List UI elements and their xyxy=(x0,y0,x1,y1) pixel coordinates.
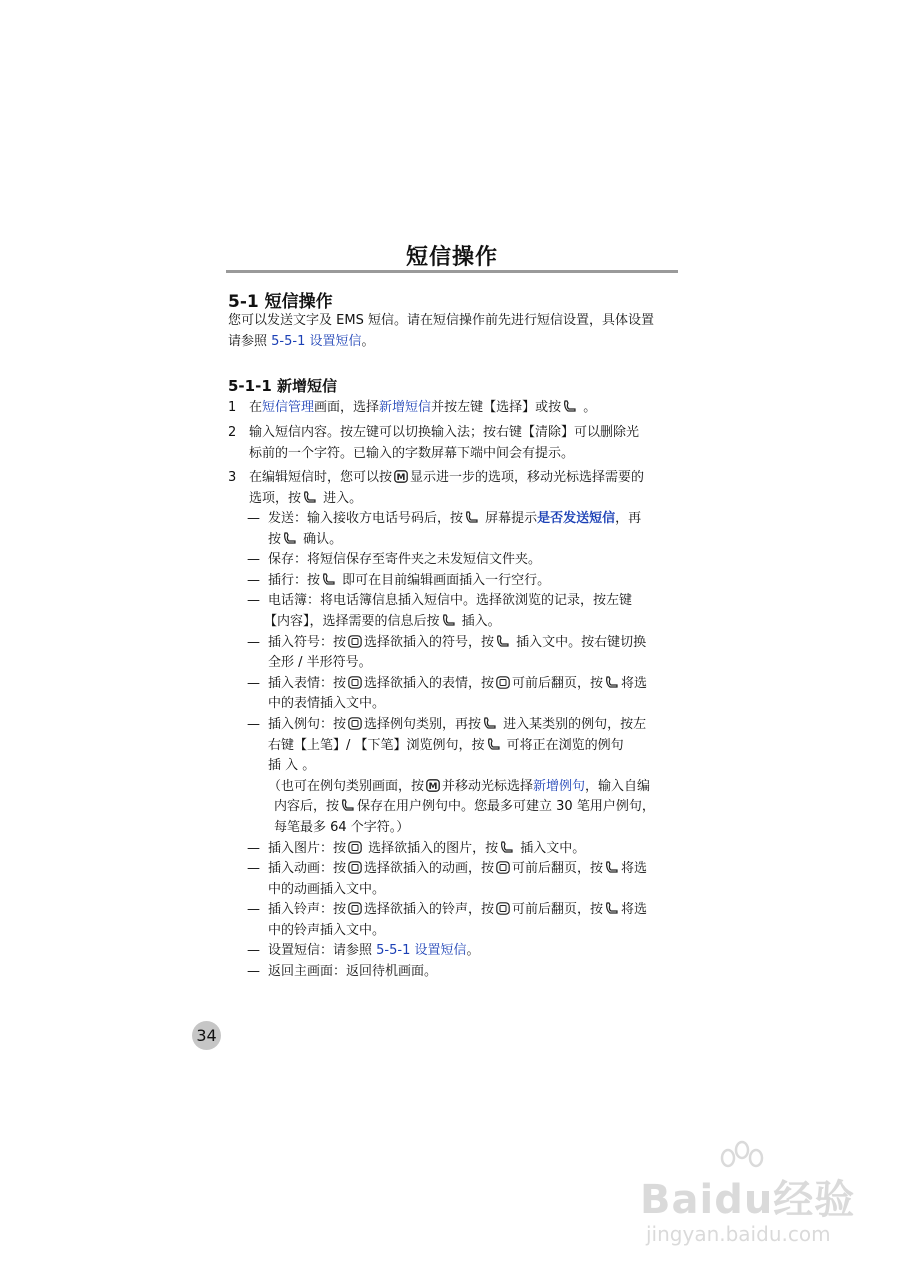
intro-line-2 xyxy=(228,332,680,353)
intro-text: 请参照 xyxy=(228,333,272,349)
step-body: 输入短信内容。按左键可以切换输入法；按右键【清除】可以删除光 标前的一个字符。已输入的字数屏幕下端中间会有提示。 xyxy=(249,425,640,461)
dash-marker: — xyxy=(247,511,260,526)
navigation-key-icon xyxy=(348,635,362,648)
phone-call-key-icon xyxy=(483,717,497,730)
dash-marker: — xyxy=(247,572,260,588)
phone-call-key-icon xyxy=(605,676,619,689)
title-divider xyxy=(226,270,678,273)
phone-call-key-icon xyxy=(563,400,577,413)
sms-manage-link[interactable]: 短信管理 xyxy=(262,400,315,415)
step-number: 1 xyxy=(228,400,237,415)
dash-marker: — xyxy=(247,593,260,609)
list-item: — 插入符号：按 选择欲插入的符号，按 插入文中。按右键切换 全形 / 半形符号。 xyxy=(247,634,647,671)
new-phrase-link[interactable]: 新增例句 xyxy=(533,778,586,794)
navigation-key-icon xyxy=(496,902,510,915)
navigation-key-icon xyxy=(348,902,362,915)
option-list xyxy=(247,509,679,983)
navigation-key-icon xyxy=(348,861,362,874)
phrase-note: （也可在例句类别画面，按 并移动光标选择新增例句，输入自编 内容后，按 保存在用户例句中。您最多可建立 30 笔用户例句， 每笔最多 64 个字符。） xyxy=(268,778,655,835)
menu-m-key-icon xyxy=(426,779,440,792)
sms-settings-link[interactable]: 5-5-1 设置短信 xyxy=(376,943,467,959)
intro-line-1: 您可以发送文字及 EMS 短信。请在短信操作前先进行短信设置，具体设置 xyxy=(228,313,654,328)
phone-call-key-icon xyxy=(605,902,619,915)
step-number: 2 xyxy=(228,425,237,440)
list-item: — 电话簿：将电话簿信息插入短信中。选择欲浏览的记录，按左键 【内容】，选择需要的信息后按 插入。 xyxy=(247,593,633,629)
dash-marker: — xyxy=(247,861,260,877)
dash-marker: — xyxy=(247,943,260,959)
section-intro xyxy=(228,311,680,352)
dash-marker: — xyxy=(247,964,260,980)
page-number: 34 xyxy=(192,1021,221,1050)
intro-text-end: 。 xyxy=(361,333,375,349)
watermark-url: jingyan.baidu.com xyxy=(646,1222,831,1246)
step-number: 3 xyxy=(228,470,237,485)
dash-marker: — xyxy=(247,675,260,691)
dash-marker: — xyxy=(247,902,260,918)
list-item: — 插入动画：按 选择欲插入的动画，按 可前后翻页，按 将选 中的动画插入文中。 xyxy=(247,861,648,897)
step-body: 在编辑短信时，您可以按 显示进一步的选项，移动光标选择需要的 选项，按 进入。 xyxy=(249,470,645,506)
list-item: — 插行：按 即可在目前编辑画面插入一行空行。 xyxy=(247,571,679,592)
phone-call-key-icon xyxy=(465,511,479,524)
confirm-send-link[interactable]: 是否发送短信 xyxy=(537,511,616,526)
list-item: — 插入铃声：按 选择欲插入的铃声，按 可前后翻页，按 将选 中的铃声插入文中。 xyxy=(247,902,648,938)
list-item: — 返回主画面：返回待机画面。 xyxy=(247,962,679,983)
step-2 xyxy=(228,422,680,464)
step-1 xyxy=(228,397,680,418)
dash-marker: — xyxy=(247,716,260,732)
list-item: — 设置短信：请参照 5-5-1 设置短信。 xyxy=(247,941,679,962)
phone-call-key-icon xyxy=(500,841,514,854)
list-item: — 发送：输入接收方电话号码后，按 屏幕提示是否发送短信，再 按 确认。 xyxy=(247,511,642,547)
section-heading: 5-1 短信操作 xyxy=(228,292,333,312)
subsection-heading: 5-1-1 新增短信 xyxy=(228,377,337,395)
phone-call-key-icon xyxy=(341,799,355,812)
menu-m-key-icon xyxy=(394,470,408,483)
intro-link[interactable]: 5-5-1 设置短信 xyxy=(271,333,362,349)
phone-call-key-icon xyxy=(605,861,619,874)
step-body: 在短信管理画面，选择新增短信并按左键【选择】或按 。 xyxy=(249,400,597,415)
navigation-key-icon xyxy=(496,861,510,874)
navigation-key-icon xyxy=(348,717,362,730)
list-item: — 保存：将短信保存至寄件夹之未发短信文件夹。 xyxy=(247,550,679,571)
phone-call-key-icon xyxy=(283,532,297,545)
step-3 xyxy=(228,467,680,509)
dash-marker: — xyxy=(247,552,260,568)
phone-call-key-icon xyxy=(322,573,336,586)
navigation-key-icon xyxy=(496,676,510,689)
navigation-key-icon xyxy=(348,841,362,854)
phone-call-key-icon xyxy=(303,491,317,504)
dash-marker: — xyxy=(247,634,260,650)
phone-call-key-icon xyxy=(487,738,501,751)
list-item: — 插入表情：按 选择欲插入的表情，按 可前后翻页，按 将选 中的表情插入文中。 xyxy=(247,675,648,712)
list-item: — 插入例句：按 选择例句类别，再按 进入某类别的例句，按左 右键【上笔】/ 【下笔】浏览例句，按 可将正在浏览的例句 插 入 。 xyxy=(247,716,647,774)
phone-call-key-icon xyxy=(442,614,456,627)
phone-call-key-icon xyxy=(496,635,510,648)
list-item: — 插入图片：按 选择欲插入的图片，按 插入文中。 xyxy=(247,839,679,860)
chapter-title: 短信操作 xyxy=(405,245,498,270)
baidu-jingyan-watermark xyxy=(640,1140,860,1255)
watermark-brand: Baidu经验 xyxy=(640,1177,856,1223)
dash-marker: — xyxy=(247,840,260,856)
navigation-key-icon xyxy=(348,676,362,689)
new-sms-link[interactable]: 新增短信 xyxy=(379,400,432,415)
